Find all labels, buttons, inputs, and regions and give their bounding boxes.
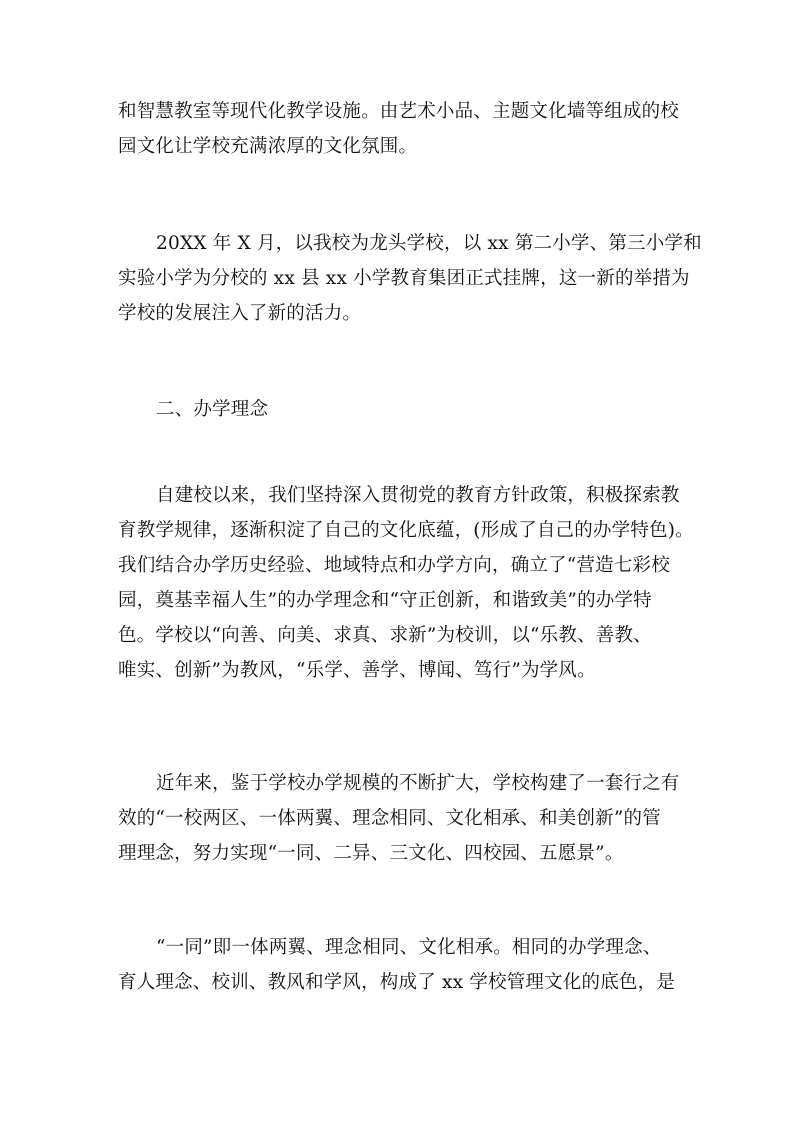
paragraph-school-philosophy (118, 478, 694, 688)
text-line: 色。学校以“向善、向美、求真、求新”为校训，以“乐教、善教、 (118, 625, 652, 646)
text-line: 20XX 年 X 月，以我校为龙头学校，以 xx 第二小学、第三小学和 (156, 233, 702, 254)
text-line: 近年来，鉴于学校办学规模的不断扩大，学校构建了一套行之有 (156, 773, 680, 794)
text-line: 效的“一校两区、一体两翼、理念相同、文化相承、和美创新”的管 (118, 808, 661, 829)
text-line: 实验小学为分校的 xx 县 xx 小学教育集团正式挂牌，这一新的举措为 (118, 268, 690, 289)
text-line: 园，奠基幸福人生”的办学理念和“守正创新，和谐致美”的办学特 (118, 590, 652, 611)
text-line: 理理念，努力实现“一同、二异、三文化、四校园、五愿景”。 (118, 843, 624, 864)
section-heading (118, 392, 683, 427)
text-line: 自建校以来，我们坚持深入贯彻党的教育方针政策，积极探索教 (156, 485, 680, 506)
text-line: 学校的发展注入了新的活力。 (118, 303, 362, 324)
paragraph-education-group (118, 226, 702, 331)
text-line: “一同”即一体两翼、理念相同、文化相承。相同的办学理念、 (156, 937, 662, 958)
text-line: 育人理念、校训、教风和学风，构成了 xx 学校管理文化的底色，是 (118, 972, 676, 993)
text-line: 和智慧教室等现代化教学设施。由艺术小品、主题文化墙等组成的校 (118, 101, 680, 122)
paragraph-campus-culture (118, 94, 683, 164)
text-line: 育教学规律，逐渐积淀了自己的文化底蕴，(形成了自己的办学特色)。 (118, 520, 694, 541)
text-line: 园文化让学校充满浓厚的文化氛围。 (118, 136, 418, 157)
heading-text: 二、办学理念 (156, 399, 269, 420)
text-line: 我们结合办学历史经验、地域特点和办学方向，确立了“营造七彩校 (118, 555, 670, 576)
paragraph-management-concept (118, 766, 683, 871)
text-line: 唯实、创新”为教风，“乐学、善学、博闻、笃行”为学风。 (118, 660, 596, 681)
paragraph-one-same (118, 930, 683, 1000)
